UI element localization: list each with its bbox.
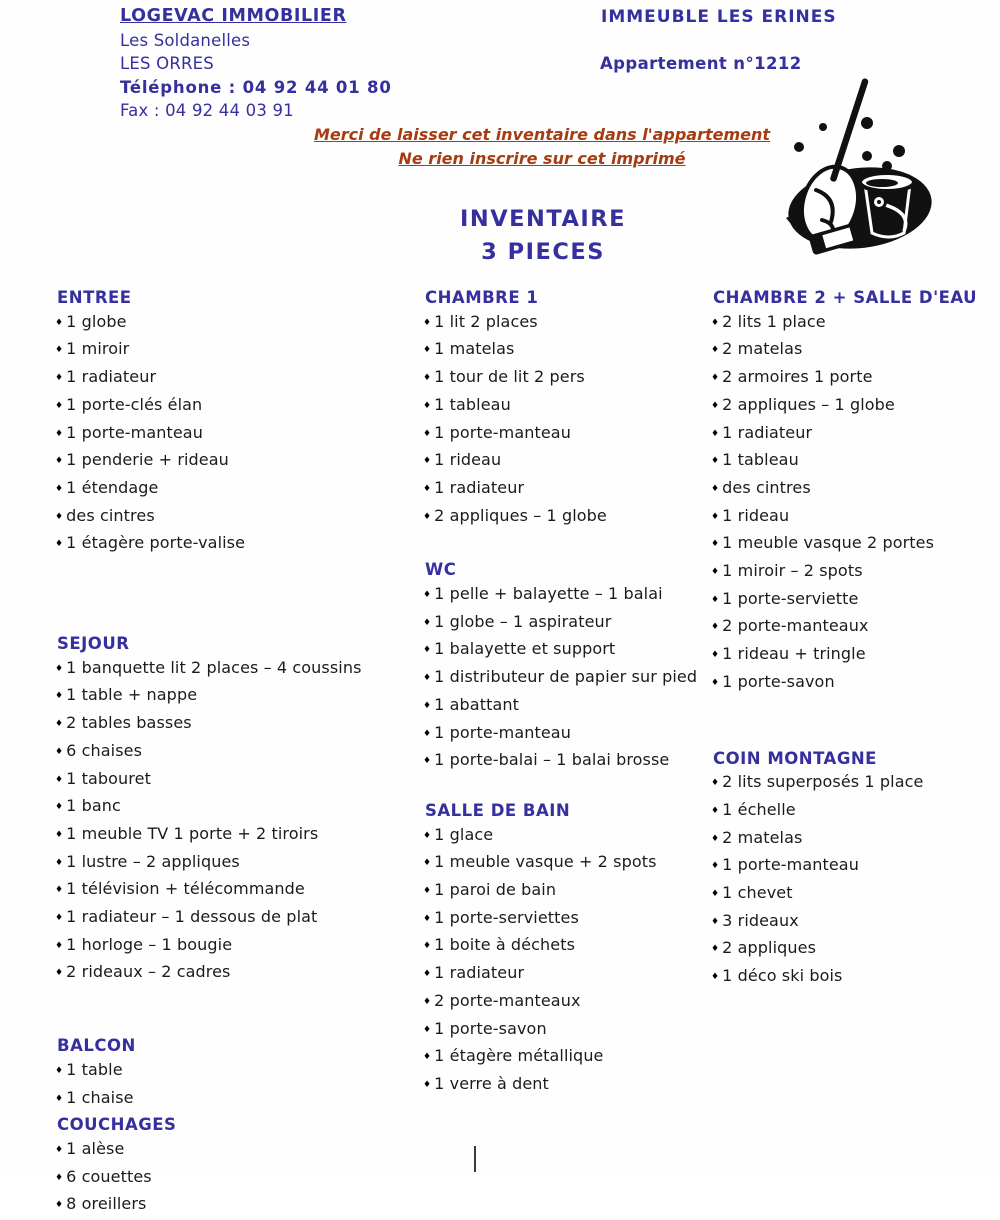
list-item: ♦ 1 chaise [57,1086,423,1114]
section-title-wc: WC [425,560,457,580]
section-items-chambre-1 [425,310,715,532]
column-3 [713,286,999,992]
list-item: ♦ 2 appliques – 1 globe [713,393,999,421]
list-item: ♦ 1 étagère métallique [425,1044,715,1072]
agency-phone: Téléphone : 04 92 44 01 80 [120,77,392,97]
list-item: ♦ 1 verre à dent [425,1072,715,1100]
building-name: IMMEUBLE LES ERINES [601,7,837,27]
list-item: ♦ 1 banquette lit 2 places – 4 coussins [57,656,423,684]
section-items-salle-de-bain [425,823,715,1100]
list-item: ♦ 1 rideau + tringle [713,642,999,670]
list-item: ♦ 1 abattant [425,693,715,721]
list-item: ♦ 1 lustre – 2 appliques [57,850,423,878]
section-items-wc [425,582,715,776]
list-item: ♦ 1 porte-serviette [713,587,999,615]
section-items-sejour [57,656,423,988]
section-wc [425,558,715,776]
list-item: ♦ 6 couettes [57,1165,423,1193]
list-item: ♦ 1 balayette et support [425,637,715,665]
list-item: ♦ 1 rideau [425,448,715,476]
section-title-sejour: SEJOUR [57,634,130,654]
list-item: ♦ 1 porte-manteau [425,421,715,449]
list-item: ♦ 1 pelle + balayette – 1 balai [425,582,715,610]
list-item: ♦ 1 distributeur de papier sur pied [425,665,715,693]
column-1 [57,286,423,1220]
section-items-couchages [57,1137,423,1220]
list-item: ♦ 2 lits 1 place [713,310,999,338]
section-chambre-2-salle-d-eau [713,286,999,698]
agency-name: LOGEVAC IMMOBILIER [120,6,347,26]
section-chambre-1 [425,286,715,531]
list-item: ♦ 2 armoires 1 porte [713,365,999,393]
list-item: ♦ 8 oreillers [57,1192,423,1220]
list-item: ♦ 2 appliques [713,936,999,964]
list-item: ♦ 1 alèse [57,1137,423,1165]
section-coin-montagne [713,747,999,992]
section-title-chambre-1: CHAMBRE 1 [425,288,539,307]
agency-residence: Les Soldanelles [120,30,251,50]
page-title-line-1: INVENTAIRE [460,206,626,232]
list-item: ♦ 1 matelas [425,337,715,365]
list-item: ♦ 1 étendage [57,476,423,504]
list-item: ♦ des cintres [57,504,423,532]
list-item: ♦ 1 horloge – 1 bougie [57,933,423,961]
section-couchages [57,1113,423,1220]
section-items-chambre-2-salle-d-eau [713,310,999,698]
section-items-coin-montagne [713,770,999,992]
section-title-coin-montagne: COIN MONTAGNE [713,748,877,768]
list-item: ♦ 1 radiateur [713,421,999,449]
section-title-chambre-2-salle-d-eau: CHAMBRE 2 + SALLE D'EAU [713,288,978,307]
list-item: ♦ 1 porte-balai – 1 balai brosse [425,748,715,776]
section-title-salle-de-bain: SALLE DE BAIN [425,800,571,820]
list-item: ♦ 1 table + nappe [57,683,423,711]
agency-city: LES ORRES [120,54,214,73]
section-title-balcon: BALCON [57,1036,136,1056]
list-item: ♦ 2 rideaux – 2 cadres [57,960,423,988]
list-item: ♦ 1 miroir [57,337,423,365]
list-item: ♦ 1 meuble vasque + 2 spots [425,850,715,878]
list-item: ♦ 1 rideau [713,504,999,532]
list-item: ♦ 1 radiateur [425,961,715,989]
section-items-balcon [57,1058,423,1113]
list-item: ♦ 1 meuble TV 1 porte + 2 tiroirs [57,822,423,850]
section-balcon [57,1034,423,1113]
section-sejour [57,632,423,988]
list-item: ♦ 1 tableau [425,393,715,421]
section-items-entree [57,310,423,559]
agency-fax: Fax : 04 92 44 03 91 [120,101,294,120]
column-2 [425,286,715,1100]
list-item: ♦ 1 meuble vasque 2 portes [713,531,999,559]
list-item: ♦ 1 radiateur – 1 dessous de plat [57,905,423,933]
list-item: ♦ 1 télévision + télécommande [57,877,423,905]
list-item: ♦ 1 boite à déchets [425,933,715,961]
list-item: ♦ 1 radiateur [425,476,715,504]
list-item: ♦ 1 chevet [713,881,999,909]
apartment-number: Appartement n°1212 [600,54,802,73]
section-title-couchages: COUCHAGES [57,1115,177,1135]
list-item: ♦ 1 porte-savon [425,1017,715,1045]
list-item: ♦ 2 porte-manteaux [425,989,715,1017]
list-item: ♦ des cintres [713,476,999,504]
list-item: ♦ 1 porte-manteau [713,853,999,881]
list-item: ♦ 2 matelas [713,337,999,365]
list-item: ♦ 2 matelas [713,826,999,854]
list-item: ♦ 2 porte-manteaux [713,614,999,642]
list-item: ♦ 1 penderie + rideau [57,448,423,476]
list-item: ♦ 1 miroir – 2 spots [713,559,999,587]
list-item: ♦ 1 porte-manteau [425,721,715,749]
list-item: ♦ 1 globe [57,310,423,338]
list-item: ♦ 1 porte-savon [713,670,999,698]
list-item: ♦ 1 paroi de bain [425,878,715,906]
list-item: ♦ 1 lit 2 places [425,310,715,338]
list-item: ♦ 1 glace [425,823,715,851]
list-item: ♦ 1 déco ski bois [713,964,999,992]
notice-line-1: Merci de laisser cet inventaire dans l'appartement [313,125,771,144]
text-cursor [474,1146,476,1172]
section-salle-de-bain [425,799,715,1100]
list-item: ♦ 1 tabouret [57,767,423,795]
list-item: ♦ 1 radiateur [57,365,423,393]
list-item: ♦ 1 tableau [713,448,999,476]
list-item: ♦ 1 tour de lit 2 pers [425,365,715,393]
list-item: ♦ 2 lits superposés 1 place [713,770,999,798]
list-item: ♦ 1 étagère porte-valise [57,531,423,559]
list-item: ♦ 1 table [57,1058,423,1086]
section-title-entree: ENTREE [57,288,132,307]
list-item: ♦ 1 banc [57,794,423,822]
section-entree [57,286,423,559]
list-item: ♦ 3 rideaux [713,909,999,937]
notice-line-2: Ne rien inscrire sur cet imprimé [398,149,686,168]
list-item: ♦ 1 globe – 1 aspirateur [425,610,715,638]
list-item: ♦ 2 tables basses [57,711,423,739]
list-item: ♦ 2 appliques – 1 globe [425,504,715,532]
list-item: ♦ 1 échelle [713,798,999,826]
list-item: ♦ 1 porte-clés élan [57,393,423,421]
list-item: ♦ 6 chaises [57,739,423,767]
page-title-line-2: 3 PIECES [481,239,605,265]
list-item: ♦ 1 porte-serviettes [425,906,715,934]
list-item: ♦ 1 porte-manteau [57,421,423,449]
